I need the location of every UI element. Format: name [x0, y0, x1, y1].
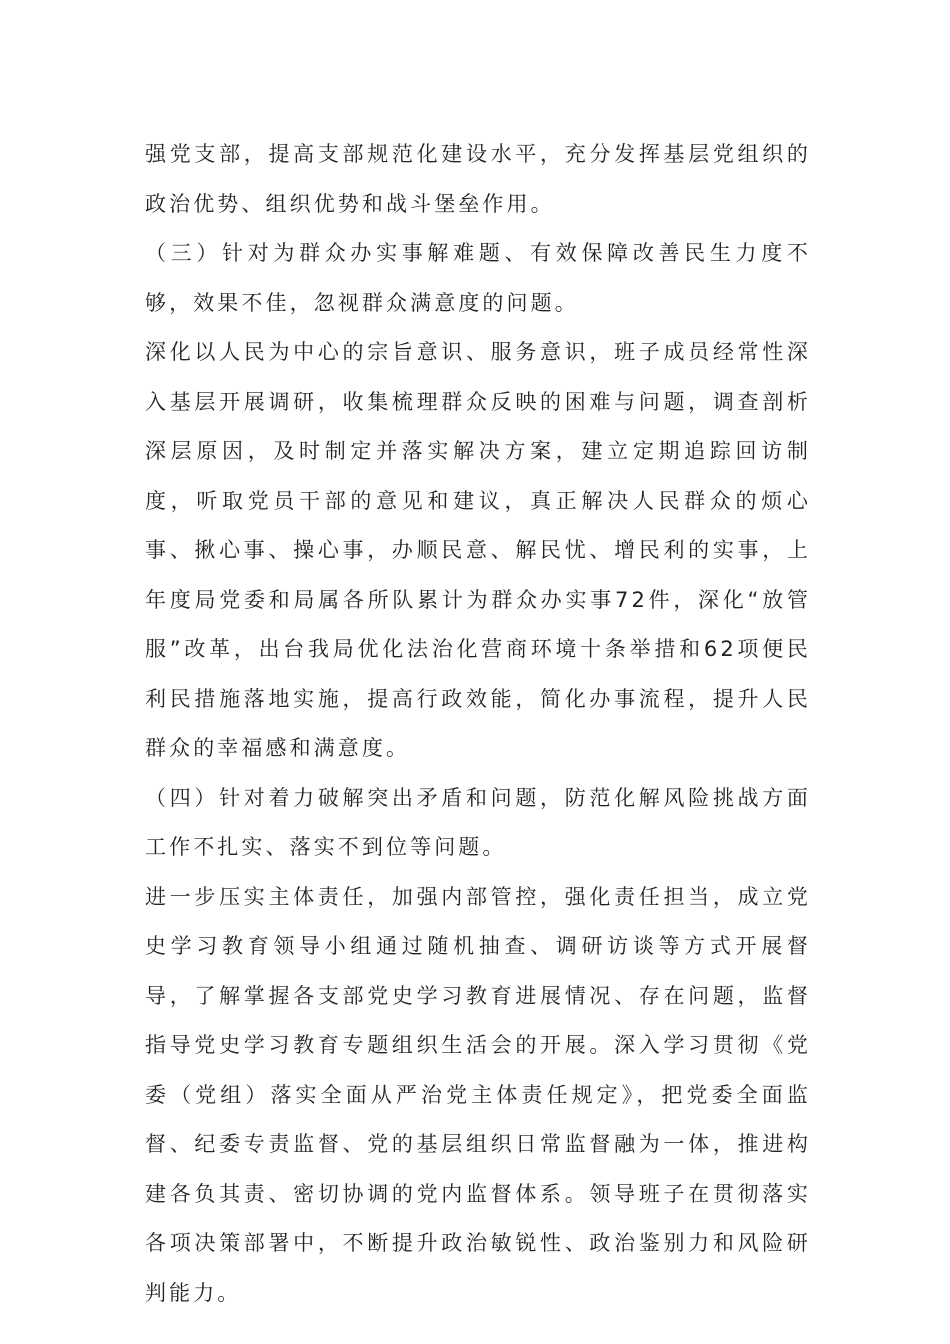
body-paragraph: 深化以人民为中心的宗旨意识、服务意识，班子成员经常性深入基层开展调研，收集梳理群众反映的困难与问题，调查剖析深层原因，及时制定并落实解决方案，建立定期追踪回访制度，听取党员干部的意见和建议，真正解决人民群众的烦心事、揪心事、操心事，办顺民意、解民忧、增民利的实事，上年度局党委和局属各所队累计为群众办实事72件，深化“放管服”改革，出台我局优化法治化营商环境十条举措和62项便民利民措施落地实施，提高行政效能，简化办事流程，提升人民群众的幸福感和满意度。 [145, 340, 811, 760]
section-heading: （三）针对为群众办实事解难题、有效保障改善民生力度不够，效果不佳，忽视群众满意度的问题。 [145, 241, 811, 315]
body-paragraph: 进一步压实主体责任，加强内部管控，强化责任担当，成立党史学习教育领导小组通过随机抽查、调研访谈等方式开展督导，了解掌握各支部党史学习教育进展情况、存在问题，监督指导党史学习教育专题组织生活会的开展。深入学习贯彻《党委（党组）落实全面从严治党主体责任规定》，把党委全面监督、纪委专责监督、党的基层组织日常监督融为一体，推进构建各负其责、密切协调的党内监督体系。领导班子在贯彻落实各项决策部署中，不断提升政治敏锐性、政治鉴别力和风险研判能力。 [145, 884, 811, 1305]
body-paragraph: 强党支部，提高支部规范化建设水平，充分发挥基层党组织的政治优势、组织优势和战斗堡垒作用。 [145, 142, 811, 216]
document-page [145, 130, 811, 1318]
section-heading: （四）针对着力破解突出矛盾和问题，防范化解风险挑战方面工作不扎实、落实不到位等问题。 [145, 785, 811, 859]
